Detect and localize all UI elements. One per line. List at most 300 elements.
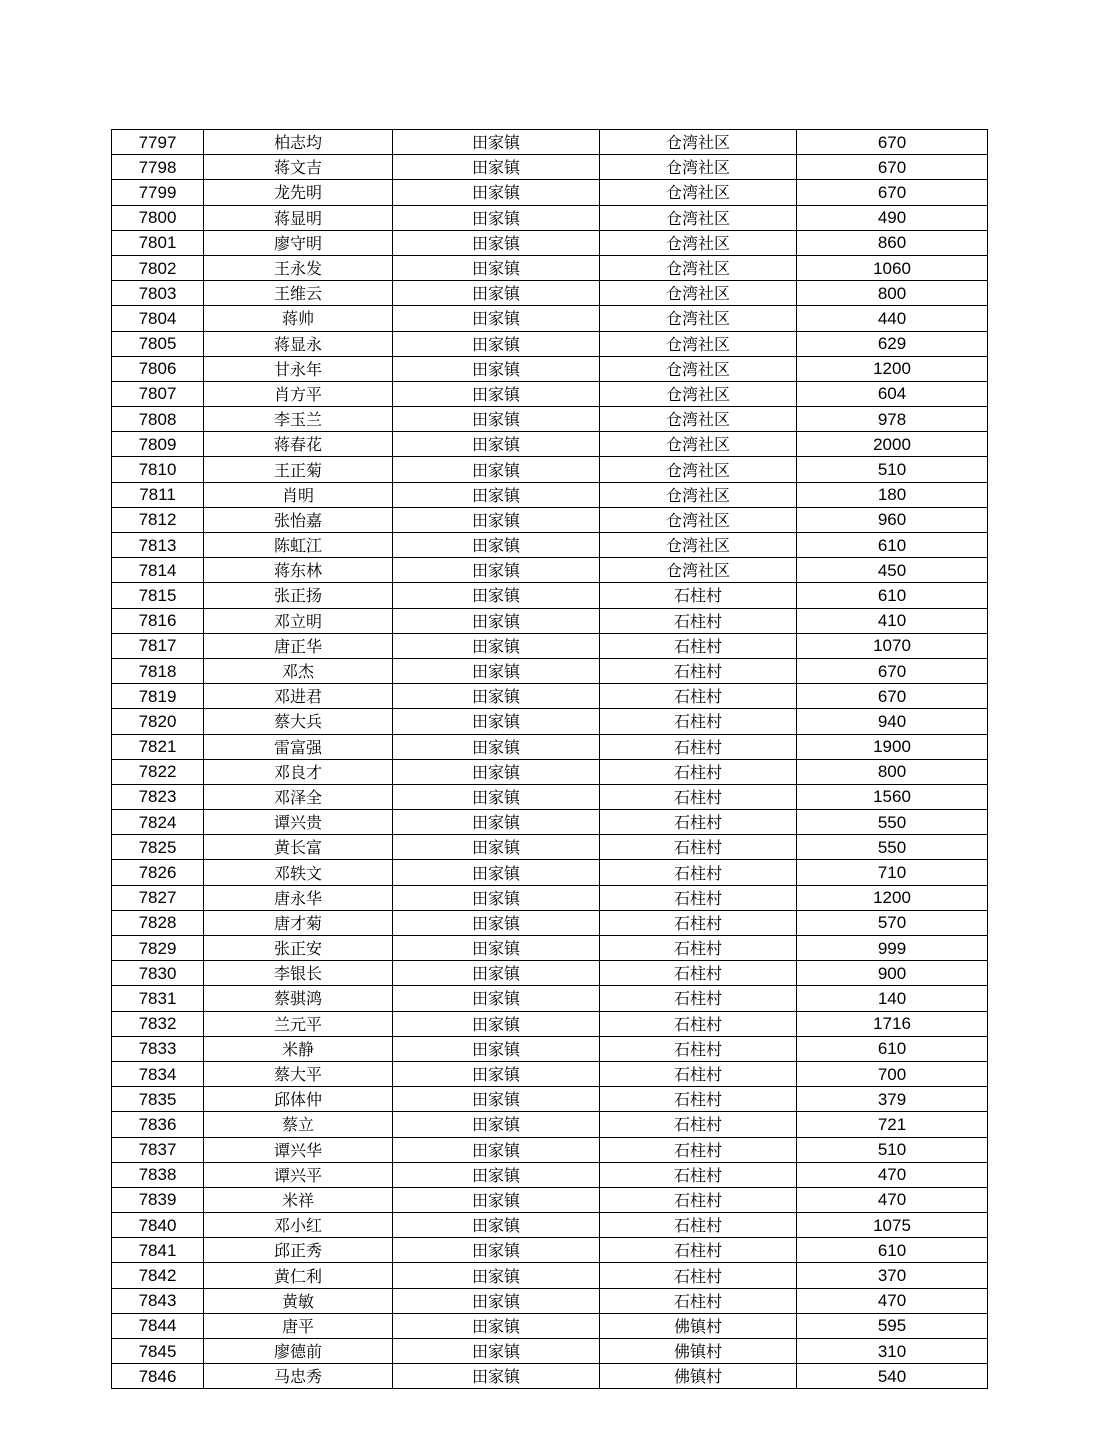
name-cell: 李玉兰 (204, 407, 393, 432)
amount-cell: 700 (797, 1061, 988, 1086)
table-row (112, 759, 988, 784)
amount-cell: 999 (797, 936, 988, 961)
name-cell: 黄仁利 (204, 1263, 393, 1288)
amount-cell: 550 (797, 810, 988, 835)
amount-cell: 670 (797, 684, 988, 709)
name-cell: 邓轶文 (204, 860, 393, 885)
name-cell: 蒋显明 (204, 205, 393, 230)
name-cell: 黄敏 (204, 1288, 393, 1313)
row-number-cell: 7807 (112, 381, 204, 406)
table-row (112, 356, 988, 381)
row-number-cell: 7809 (112, 432, 204, 457)
row-number-cell: 7832 (112, 1011, 204, 1036)
village-cell: 仓湾社区 (600, 457, 797, 482)
row-number-cell: 7831 (112, 986, 204, 1011)
amount-cell: 1060 (797, 255, 988, 280)
table-row (112, 1339, 988, 1364)
village-cell: 仓湾社区 (600, 155, 797, 180)
village-cell: 仓湾社区 (600, 482, 797, 507)
town-cell: 田家镇 (393, 306, 600, 331)
name-cell: 柏志均 (204, 130, 393, 155)
town-cell: 田家镇 (393, 331, 600, 356)
village-cell: 石柱村 (600, 986, 797, 1011)
table-row (112, 1087, 988, 1112)
town-cell: 田家镇 (393, 457, 600, 482)
row-number-cell: 7815 (112, 583, 204, 608)
town-cell: 田家镇 (393, 1187, 600, 1212)
village-cell: 石柱村 (600, 1061, 797, 1086)
table-row (112, 1187, 988, 1212)
row-number-cell: 7827 (112, 885, 204, 910)
amount-cell: 470 (797, 1162, 988, 1187)
town-cell: 田家镇 (393, 1339, 600, 1364)
row-number-cell: 7817 (112, 633, 204, 658)
amount-cell: 470 (797, 1288, 988, 1313)
row-number-cell: 7808 (112, 407, 204, 432)
village-cell: 石柱村 (600, 835, 797, 860)
amount-cell: 140 (797, 986, 988, 1011)
table-row (112, 885, 988, 910)
name-cell: 甘永年 (204, 356, 393, 381)
amount-cell: 1900 (797, 734, 988, 759)
name-cell: 李银长 (204, 961, 393, 986)
amount-cell: 595 (797, 1313, 988, 1338)
name-cell: 廖德前 (204, 1339, 393, 1364)
name-cell: 谭兴贵 (204, 810, 393, 835)
amount-cell: 960 (797, 507, 988, 532)
village-cell: 佛镇村 (600, 1364, 797, 1389)
name-cell: 米静 (204, 1036, 393, 1061)
row-number-cell: 7843 (112, 1288, 204, 1313)
row-number-cell: 7837 (112, 1137, 204, 1162)
town-cell: 田家镇 (393, 810, 600, 835)
name-cell: 蔡立 (204, 1112, 393, 1137)
village-cell: 石柱村 (600, 734, 797, 759)
table-row (112, 860, 988, 885)
row-number-cell: 7811 (112, 482, 204, 507)
table-row (112, 910, 988, 935)
town-cell: 田家镇 (393, 1313, 600, 1338)
town-cell: 田家镇 (393, 558, 600, 583)
village-cell: 石柱村 (600, 633, 797, 658)
name-cell: 张正扬 (204, 583, 393, 608)
name-cell: 黄长富 (204, 835, 393, 860)
village-cell: 石柱村 (600, 1187, 797, 1212)
name-cell: 米祥 (204, 1187, 393, 1212)
table-row (112, 1061, 988, 1086)
row-number-cell: 7846 (112, 1364, 204, 1389)
row-number-cell: 7810 (112, 457, 204, 482)
amount-cell: 1070 (797, 633, 988, 658)
name-cell: 唐永华 (204, 885, 393, 910)
town-cell: 田家镇 (393, 1288, 600, 1313)
village-cell: 佛镇村 (600, 1339, 797, 1364)
table-row (112, 533, 988, 558)
table-row (112, 1162, 988, 1187)
village-cell: 仓湾社区 (600, 558, 797, 583)
table-row (112, 1263, 988, 1288)
amount-cell: 610 (797, 1036, 988, 1061)
table-row (112, 633, 988, 658)
amount-cell: 490 (797, 205, 988, 230)
village-cell: 石柱村 (600, 1288, 797, 1313)
amount-cell: 940 (797, 709, 988, 734)
village-cell: 石柱村 (600, 583, 797, 608)
town-cell: 田家镇 (393, 583, 600, 608)
row-number-cell: 7800 (112, 205, 204, 230)
town-cell: 田家镇 (393, 608, 600, 633)
village-cell: 仓湾社区 (600, 507, 797, 532)
town-cell: 田家镇 (393, 1238, 600, 1263)
town-cell: 田家镇 (393, 230, 600, 255)
table-row (112, 961, 988, 986)
village-cell: 石柱村 (600, 784, 797, 809)
amount-cell: 310 (797, 1339, 988, 1364)
name-cell: 邓泽全 (204, 784, 393, 809)
amount-cell: 180 (797, 482, 988, 507)
town-cell: 田家镇 (393, 155, 600, 180)
name-cell: 谭兴华 (204, 1137, 393, 1162)
row-number-cell: 7804 (112, 306, 204, 331)
name-cell: 邓进君 (204, 684, 393, 709)
table-row (112, 306, 988, 331)
town-cell: 田家镇 (393, 281, 600, 306)
table-row (112, 784, 988, 809)
town-cell: 田家镇 (393, 734, 600, 759)
table-row (112, 1011, 988, 1036)
name-cell: 唐正华 (204, 633, 393, 658)
row-number-cell: 7813 (112, 533, 204, 558)
row-number-cell: 7839 (112, 1187, 204, 1212)
table-row (112, 608, 988, 633)
row-number-cell: 7838 (112, 1162, 204, 1187)
row-number-cell: 7828 (112, 910, 204, 935)
village-cell: 石柱村 (600, 1112, 797, 1137)
name-cell: 马忠秀 (204, 1364, 393, 1389)
data-table (111, 129, 988, 1389)
amount-cell: 978 (797, 407, 988, 432)
row-number-cell: 7806 (112, 356, 204, 381)
name-cell: 蒋显永 (204, 331, 393, 356)
amount-cell: 440 (797, 306, 988, 331)
name-cell: 蔡大平 (204, 1061, 393, 1086)
town-cell: 田家镇 (393, 432, 600, 457)
village-cell: 石柱村 (600, 759, 797, 784)
town-cell: 田家镇 (393, 507, 600, 532)
town-cell: 田家镇 (393, 255, 600, 280)
table-row (112, 709, 988, 734)
village-cell: 仓湾社区 (600, 281, 797, 306)
village-cell: 仓湾社区 (600, 432, 797, 457)
amount-cell: 2000 (797, 432, 988, 457)
row-number-cell: 7829 (112, 936, 204, 961)
name-cell: 王正菊 (204, 457, 393, 482)
town-cell: 田家镇 (393, 860, 600, 885)
amount-cell: 1560 (797, 784, 988, 809)
village-cell: 仓湾社区 (600, 381, 797, 406)
table-body (112, 130, 988, 1389)
row-number-cell: 7830 (112, 961, 204, 986)
village-cell: 仓湾社区 (600, 356, 797, 381)
amount-cell: 570 (797, 910, 988, 935)
table-row (112, 583, 988, 608)
amount-cell: 629 (797, 331, 988, 356)
table-row (112, 558, 988, 583)
town-cell: 田家镇 (393, 1213, 600, 1238)
amount-cell: 410 (797, 608, 988, 633)
town-cell: 田家镇 (393, 1162, 600, 1187)
table-row (112, 331, 988, 356)
row-number-cell: 7835 (112, 1087, 204, 1112)
name-cell: 廖守明 (204, 230, 393, 255)
row-number-cell: 7822 (112, 759, 204, 784)
name-cell: 邱正秀 (204, 1238, 393, 1263)
table-row (112, 1238, 988, 1263)
village-cell: 石柱村 (600, 684, 797, 709)
name-cell: 王维云 (204, 281, 393, 306)
town-cell: 田家镇 (393, 936, 600, 961)
name-cell: 谭兴平 (204, 1162, 393, 1187)
table-row (112, 407, 988, 432)
name-cell: 雷富强 (204, 734, 393, 759)
name-cell: 龙先明 (204, 180, 393, 205)
table-row (112, 130, 988, 155)
town-cell: 田家镇 (393, 407, 600, 432)
name-cell: 兰元平 (204, 1011, 393, 1036)
table-row (112, 1313, 988, 1338)
amount-cell: 1200 (797, 356, 988, 381)
row-number-cell: 7834 (112, 1061, 204, 1086)
name-cell: 张怡嘉 (204, 507, 393, 532)
town-cell: 田家镇 (393, 885, 600, 910)
town-cell: 田家镇 (393, 1364, 600, 1389)
table-row (112, 432, 988, 457)
table-row (112, 1137, 988, 1162)
town-cell: 田家镇 (393, 709, 600, 734)
village-cell: 仓湾社区 (600, 130, 797, 155)
amount-cell: 470 (797, 1187, 988, 1212)
row-number-cell: 7845 (112, 1339, 204, 1364)
table-row (112, 734, 988, 759)
amount-cell: 510 (797, 457, 988, 482)
village-cell: 石柱村 (600, 608, 797, 633)
row-number-cell: 7820 (112, 709, 204, 734)
name-cell: 邓小红 (204, 1213, 393, 1238)
amount-cell: 604 (797, 381, 988, 406)
town-cell: 田家镇 (393, 961, 600, 986)
name-cell: 蒋东林 (204, 558, 393, 583)
village-cell: 石柱村 (600, 936, 797, 961)
row-number-cell: 7836 (112, 1112, 204, 1137)
row-number-cell: 7840 (112, 1213, 204, 1238)
amount-cell: 860 (797, 230, 988, 255)
row-number-cell: 7797 (112, 130, 204, 155)
amount-cell: 1716 (797, 1011, 988, 1036)
row-number-cell: 7802 (112, 255, 204, 280)
town-cell: 田家镇 (393, 1112, 600, 1137)
table-row (112, 482, 988, 507)
village-cell: 石柱村 (600, 810, 797, 835)
row-number-cell: 7814 (112, 558, 204, 583)
town-cell: 田家镇 (393, 658, 600, 683)
row-number-cell: 7818 (112, 658, 204, 683)
row-number-cell: 7841 (112, 1238, 204, 1263)
town-cell: 田家镇 (393, 1137, 600, 1162)
row-number-cell: 7812 (112, 507, 204, 532)
amount-cell: 610 (797, 533, 988, 558)
town-cell: 田家镇 (393, 684, 600, 709)
table-row (112, 381, 988, 406)
village-cell: 仓湾社区 (600, 306, 797, 331)
row-number-cell: 7833 (112, 1036, 204, 1061)
village-cell: 石柱村 (600, 885, 797, 910)
town-cell: 田家镇 (393, 533, 600, 558)
amount-cell: 800 (797, 759, 988, 784)
table-row (112, 1213, 988, 1238)
amount-cell: 370 (797, 1263, 988, 1288)
table-row (112, 230, 988, 255)
town-cell: 田家镇 (393, 835, 600, 860)
village-cell: 石柱村 (600, 1238, 797, 1263)
town-cell: 田家镇 (393, 482, 600, 507)
row-number-cell: 7842 (112, 1263, 204, 1288)
amount-cell: 610 (797, 583, 988, 608)
table-row (112, 205, 988, 230)
amount-cell: 900 (797, 961, 988, 986)
village-cell: 佛镇村 (600, 1313, 797, 1338)
row-number-cell: 7805 (112, 331, 204, 356)
name-cell: 邱体仲 (204, 1087, 393, 1112)
village-cell: 石柱村 (600, 1162, 797, 1187)
table-row (112, 986, 988, 1011)
village-cell: 石柱村 (600, 1137, 797, 1162)
town-cell: 田家镇 (393, 910, 600, 935)
village-cell: 石柱村 (600, 1087, 797, 1112)
amount-cell: 379 (797, 1087, 988, 1112)
row-number-cell: 7803 (112, 281, 204, 306)
name-cell: 邓良才 (204, 759, 393, 784)
row-number-cell: 7823 (112, 784, 204, 809)
row-number-cell: 7826 (112, 860, 204, 885)
amount-cell: 510 (797, 1137, 988, 1162)
table-row (112, 1288, 988, 1313)
amount-cell: 1200 (797, 885, 988, 910)
amount-cell: 721 (797, 1112, 988, 1137)
town-cell: 田家镇 (393, 356, 600, 381)
row-number-cell: 7801 (112, 230, 204, 255)
name-cell: 蔡大兵 (204, 709, 393, 734)
amount-cell: 800 (797, 281, 988, 306)
amount-cell: 450 (797, 558, 988, 583)
village-cell: 石柱村 (600, 1011, 797, 1036)
name-cell: 陈虹江 (204, 533, 393, 558)
name-cell: 邓杰 (204, 658, 393, 683)
town-cell: 田家镇 (393, 759, 600, 784)
amount-cell: 670 (797, 155, 988, 180)
row-number-cell: 7825 (112, 835, 204, 860)
amount-cell: 670 (797, 130, 988, 155)
table-row (112, 281, 988, 306)
row-number-cell: 7821 (112, 734, 204, 759)
name-cell: 唐才菊 (204, 910, 393, 935)
town-cell: 田家镇 (393, 180, 600, 205)
village-cell: 石柱村 (600, 709, 797, 734)
town-cell: 田家镇 (393, 1061, 600, 1086)
row-number-cell: 7844 (112, 1313, 204, 1338)
amount-cell: 1075 (797, 1213, 988, 1238)
town-cell: 田家镇 (393, 205, 600, 230)
table-row (112, 810, 988, 835)
table-row (112, 936, 988, 961)
table-row (112, 658, 988, 683)
row-number-cell: 7798 (112, 155, 204, 180)
town-cell: 田家镇 (393, 633, 600, 658)
town-cell: 田家镇 (393, 1087, 600, 1112)
amount-cell: 670 (797, 180, 988, 205)
village-cell: 石柱村 (600, 910, 797, 935)
amount-cell: 670 (797, 658, 988, 683)
amount-cell: 550 (797, 835, 988, 860)
village-cell: 石柱村 (600, 1263, 797, 1288)
row-number-cell: 7816 (112, 608, 204, 633)
village-cell: 仓湾社区 (600, 407, 797, 432)
name-cell: 张正安 (204, 936, 393, 961)
village-cell: 仓湾社区 (600, 205, 797, 230)
table-row (112, 507, 988, 532)
amount-cell: 710 (797, 860, 988, 885)
village-cell: 石柱村 (600, 1036, 797, 1061)
row-number-cell: 7819 (112, 684, 204, 709)
town-cell: 田家镇 (393, 784, 600, 809)
table-row (112, 155, 988, 180)
town-cell: 田家镇 (393, 1036, 600, 1061)
name-cell: 蒋帅 (204, 306, 393, 331)
table-row (112, 1112, 988, 1137)
name-cell: 肖明 (204, 482, 393, 507)
village-cell: 仓湾社区 (600, 230, 797, 255)
table-row (112, 684, 988, 709)
name-cell: 邓立明 (204, 608, 393, 633)
table-row (112, 457, 988, 482)
village-cell: 石柱村 (600, 1213, 797, 1238)
village-cell: 石柱村 (600, 860, 797, 885)
table-row (112, 1036, 988, 1061)
town-cell: 田家镇 (393, 1011, 600, 1036)
village-cell: 石柱村 (600, 658, 797, 683)
name-cell: 王永发 (204, 255, 393, 280)
table-row (112, 255, 988, 280)
amount-cell: 540 (797, 1364, 988, 1389)
village-cell: 仓湾社区 (600, 331, 797, 356)
village-cell: 仓湾社区 (600, 180, 797, 205)
village-cell: 石柱村 (600, 961, 797, 986)
table-row (112, 180, 988, 205)
town-cell: 田家镇 (393, 986, 600, 1011)
name-cell: 蒋文吉 (204, 155, 393, 180)
town-cell: 田家镇 (393, 1263, 600, 1288)
row-number-cell: 7824 (112, 810, 204, 835)
town-cell: 田家镇 (393, 130, 600, 155)
name-cell: 肖方平 (204, 381, 393, 406)
amount-cell: 610 (797, 1238, 988, 1263)
town-cell: 田家镇 (393, 381, 600, 406)
name-cell: 蔡骐鸿 (204, 986, 393, 1011)
village-cell: 仓湾社区 (600, 533, 797, 558)
name-cell: 唐平 (204, 1313, 393, 1338)
table-row (112, 835, 988, 860)
village-cell: 仓湾社区 (600, 255, 797, 280)
row-number-cell: 7799 (112, 180, 204, 205)
